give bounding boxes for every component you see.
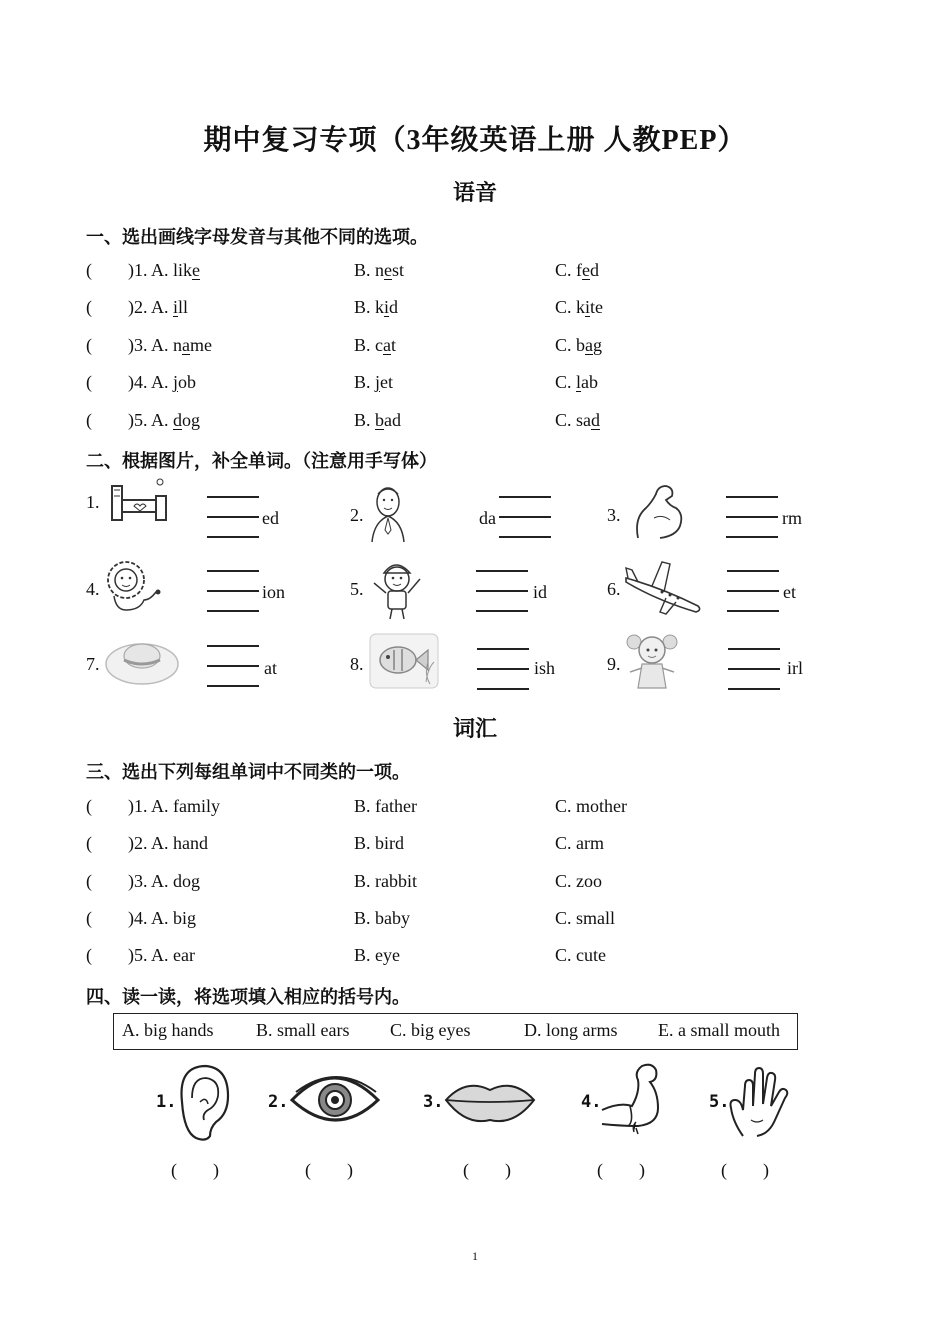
answer-blank[interactable]: ( )5. A. dog bbox=[86, 410, 200, 430]
answer-blank[interactable]: ( )1. A. like bbox=[86, 260, 201, 280]
page-number: 1 bbox=[472, 1249, 478, 1263]
item-number: 8. bbox=[350, 654, 364, 674]
part1-row: ( )2. A. ill B. kid C. kite bbox=[86, 297, 604, 317]
part3-row: ( )4. A. big B. baby C. small bbox=[86, 908, 616, 928]
bed-icon bbox=[108, 476, 170, 524]
part2-heading: 二、根据图片，补全单词。（注意用手写体） bbox=[86, 451, 437, 471]
write-blank[interactable] bbox=[727, 590, 779, 592]
part1-row: ( )5. A. dog B. bad C. sad bbox=[86, 410, 600, 430]
ear-icon bbox=[174, 1062, 230, 1140]
item-number: 2. bbox=[350, 505, 364, 525]
answer-paren[interactable]: ( ) bbox=[463, 1160, 511, 1180]
part4-heading: 四、读一读，将选项填入相应的括号内。 bbox=[86, 987, 410, 1007]
write-blank[interactable] bbox=[726, 516, 778, 518]
answer-paren[interactable]: ( ) bbox=[171, 1160, 219, 1180]
write-blank[interactable] bbox=[499, 516, 551, 518]
part1-row: ( )1. A. like B. nest C. fed bbox=[86, 260, 599, 280]
part3-row: ( )2. A. hand B. bird C. arm bbox=[86, 833, 604, 853]
options-box bbox=[113, 1013, 798, 1050]
write-blank[interactable] bbox=[207, 665, 259, 667]
answer-blank[interactable]: ( )2. A. ill bbox=[86, 297, 189, 317]
part1-row: ( )4. A. job B. jet C. lab bbox=[86, 372, 599, 392]
write-blank[interactable] bbox=[476, 590, 528, 592]
kid-icon bbox=[368, 555, 426, 621]
picture-number: 5. bbox=[709, 1092, 730, 1112]
word-suffix: rm bbox=[782, 508, 802, 528]
picture-number: 1. bbox=[156, 1092, 177, 1112]
item-number: 1. bbox=[86, 492, 100, 512]
answer-paren[interactable]: ( ) bbox=[305, 1160, 353, 1180]
write-blank[interactable] bbox=[728, 668, 780, 670]
word-suffix: at bbox=[264, 658, 277, 678]
answer-blank[interactable]: ( )1. A. family bbox=[86, 796, 220, 816]
word-suffix: id bbox=[533, 582, 548, 602]
word-prefix: da bbox=[479, 508, 496, 528]
answer-blank[interactable]: ( )4. A. big bbox=[86, 908, 196, 928]
answer-blank[interactable]: ( )3. A. dog bbox=[86, 871, 200, 891]
option-d: D. long arms bbox=[524, 1020, 618, 1040]
item-number: 9. bbox=[607, 654, 621, 674]
item-number: 6. bbox=[607, 579, 621, 599]
section-vocab-title: 词汇 bbox=[452, 716, 497, 741]
word-suffix: ish bbox=[534, 658, 556, 678]
picture-number: 2. bbox=[268, 1092, 289, 1112]
lion-icon bbox=[102, 558, 162, 614]
part1-heading: 一、选出画线字母发音与其他不同的选项。 bbox=[86, 227, 428, 247]
answer-blank[interactable]: ( )5. A. ear bbox=[86, 945, 195, 965]
hat-icon bbox=[104, 632, 180, 690]
part3-row: ( )5. A. ear B. eye C. cute bbox=[86, 945, 606, 965]
section-phonics-title: 语音 bbox=[452, 180, 497, 205]
answer-blank[interactable]: ( )2. A. hand bbox=[86, 833, 208, 853]
mouth-icon bbox=[444, 1080, 536, 1124]
write-blank[interactable] bbox=[477, 668, 529, 670]
answer-paren[interactable]: ( ) bbox=[721, 1160, 769, 1180]
dad-icon bbox=[368, 484, 410, 544]
item-number: 3. bbox=[607, 505, 621, 525]
arm-icon bbox=[630, 482, 686, 542]
part3-row: ( )3. A. dog B. rabbit C. zoo bbox=[86, 871, 602, 891]
picture-number: 3. bbox=[423, 1092, 444, 1112]
option-c: C. big eyes bbox=[390, 1020, 471, 1040]
item-number: 5. bbox=[350, 579, 364, 599]
word-suffix: ed bbox=[262, 508, 279, 528]
answer-blank[interactable]: ( )3. A. name bbox=[86, 335, 212, 355]
word-suffix: ion bbox=[262, 582, 286, 602]
girl-icon bbox=[622, 630, 682, 694]
eye-icon bbox=[288, 1070, 382, 1130]
page-title: 期中复习专项（3年级英语上册 人教PEP） bbox=[203, 125, 747, 156]
word-suffix: et bbox=[783, 582, 796, 602]
item-number: 4. bbox=[86, 579, 100, 599]
answer-blank[interactable]: ( )4. A. job bbox=[86, 372, 197, 392]
answer-paren[interactable]: ( ) bbox=[597, 1160, 645, 1180]
part3-row: ( )1. A. family B. father C. mother bbox=[86, 796, 627, 816]
write-blank[interactable] bbox=[207, 590, 259, 592]
option-b: B. small ears bbox=[256, 1020, 350, 1040]
word-suffix: irl bbox=[787, 658, 803, 678]
arm-icon bbox=[600, 1062, 668, 1142]
option-a: A. big hands bbox=[122, 1020, 214, 1040]
hand-icon bbox=[729, 1066, 787, 1140]
write-blank[interactable] bbox=[207, 516, 259, 518]
fish-icon bbox=[368, 632, 440, 690]
picture-number: 4. bbox=[581, 1092, 602, 1112]
part1-row: ( )3. A. name B. cat C. bag bbox=[86, 335, 603, 355]
option-e: E. a small mouth bbox=[658, 1020, 780, 1040]
part3-heading: 三、选出下列每组单词中不同类的一项。 bbox=[86, 762, 410, 782]
item-number: 7. bbox=[86, 654, 100, 674]
jet-icon bbox=[622, 558, 704, 616]
